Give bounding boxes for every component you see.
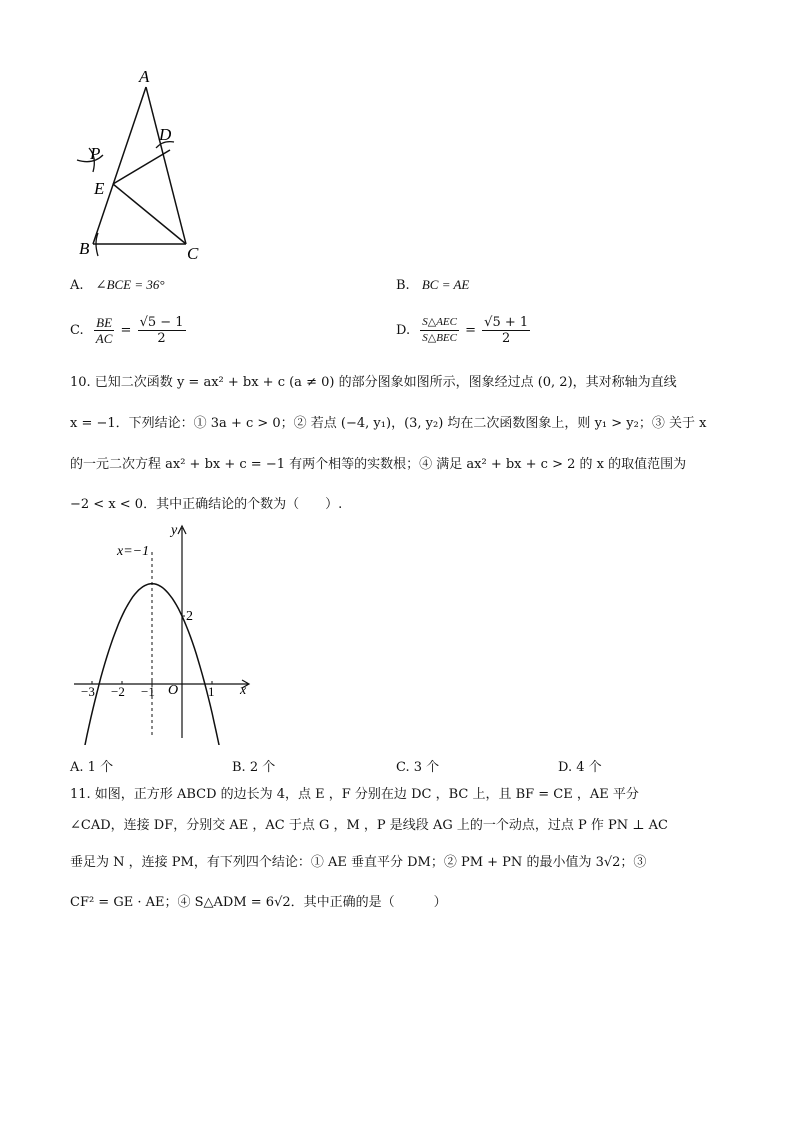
label-b: B bbox=[79, 239, 90, 258]
q11-line-2: ∠CAD，连接 DF，分别交 AE ，AC 于点 G ，M ，P 是线段 AG 上的一个动点，过点 P 作 PN ⊥ AC bbox=[70, 818, 668, 833]
q9-option-d[interactable]: D. $\frac{\text{S△AEC}}{\text{S△BEC}}$ = $\frac{√5 + 1}{2}$ bbox=[396, 315, 529, 346]
q10-option-d[interactable]: D. 4 个 bbox=[558, 760, 602, 775]
parabola-curve bbox=[77, 584, 236, 745]
q9-option-c[interactable]: C. $\frac{BE}{AC}$ = $\frac{√5 - 1}{2}$ bbox=[70, 315, 184, 346]
q10-option-c[interactable]: C. 3 个 bbox=[396, 760, 440, 775]
q11-line-3: 垂足为 N ，连接 PM，有下列四个结论：① AE 垂直平分 DM；② PM + PN 的最小值为 3√2；③ bbox=[70, 855, 647, 870]
q10-parabola-graph bbox=[70, 520, 260, 745]
q11-line-4: CF² = GE · AE；④ S△ADM = 6√2．其中正确的是（ ） bbox=[70, 895, 447, 910]
side-ab bbox=[93, 87, 146, 244]
fraction-root5-minus-1: $\frac{√5 - 1}{2}$ bbox=[139, 315, 184, 346]
q9-triangle-figure bbox=[60, 60, 220, 270]
q10-line-4: −2 < x < 0．其中正确结论的个数为（ ）. bbox=[70, 497, 343, 512]
q11-line-1: 11. 如图，正方形 ABCD 的边长为 4，点 E ，F 分别在边 DC ，BC 上，且 BF = CE ，AE 平分 bbox=[70, 787, 639, 802]
y-intercept-label: 2 bbox=[186, 609, 193, 624]
y-axis-label: y bbox=[171, 523, 178, 538]
q10-line-2: x = −1．下列结论：① 3a + c > 0；② 若点 (−4, y₁)，(3, y₂) 均在二次函数图象上，则 y₁ > y₂；③ 关于 x bbox=[70, 416, 707, 431]
segment-ce bbox=[113, 184, 186, 244]
label-p: P bbox=[90, 144, 101, 163]
label-e: E bbox=[94, 179, 105, 198]
q9-option-b[interactable]: B. BC = AE bbox=[396, 277, 470, 293]
x-tick-label-minus-3: −3 bbox=[81, 684, 95, 699]
q10-option-a[interactable]: A. 1 个 bbox=[70, 760, 114, 775]
x-tick-label-minus-2: −2 bbox=[111, 684, 125, 699]
segment-ed bbox=[113, 150, 170, 184]
x-axis-label: x bbox=[240, 683, 247, 698]
fraction-root5-plus-1: $\frac{√5 + 1}{2}$ bbox=[484, 315, 529, 346]
q10-option-b[interactable]: B. 2 个 bbox=[232, 760, 276, 775]
label-c: C bbox=[187, 244, 199, 263]
q10-line-3: 的一元二次方程 ax² + bx + c = −1 有两个相等的实数根；④ 满足 ax² + bx + c > 2 的 x 的取值范围为 bbox=[70, 457, 687, 472]
q10-line-1: 10. 已知二次函数 y = ax² + bx + c (a ≠ 0) 的部分图象如图所示，图象经过点 (0, 2)，其对称轴为直线 bbox=[70, 375, 677, 390]
q9-option-a[interactable]: A. ∠BCE = 36° bbox=[70, 277, 165, 293]
label-d: D bbox=[159, 125, 172, 144]
x-tick-label-1: 1 bbox=[208, 684, 215, 699]
side-ac bbox=[146, 87, 186, 244]
fraction-area-ratio: $\frac{\text{S△AEC}}{\text{S△BEC}}$ bbox=[422, 316, 457, 344]
label-a: A bbox=[139, 67, 150, 86]
fraction-be-ac: $\frac{BE}{AC}$ bbox=[95, 315, 113, 346]
x-tick-label-minus-1: −1 bbox=[141, 684, 155, 699]
origin-label: O bbox=[168, 683, 179, 698]
symmetry-label: x=−1 bbox=[117, 544, 150, 559]
